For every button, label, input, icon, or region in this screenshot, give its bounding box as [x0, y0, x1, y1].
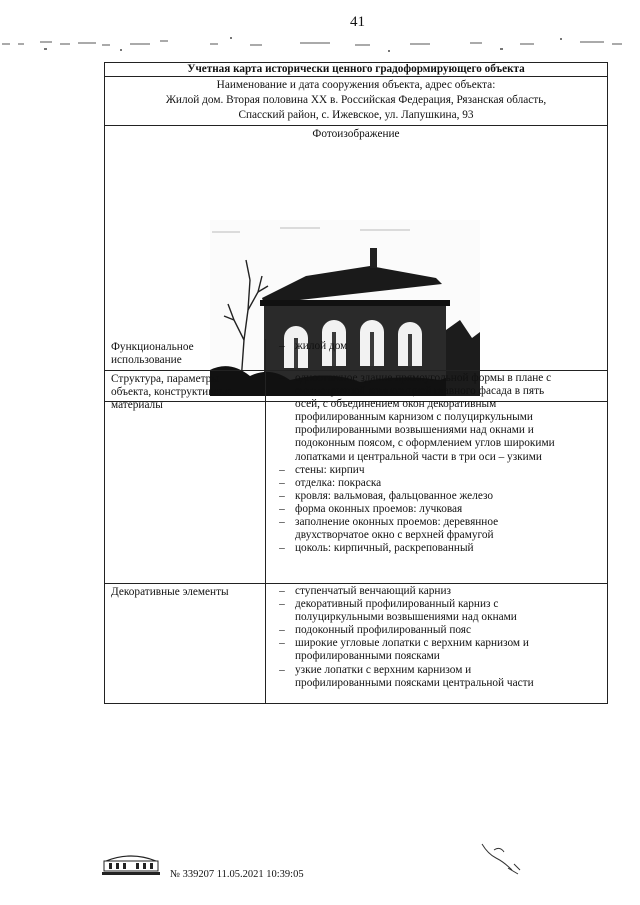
list-item: – подоконный профилированный пояс: [279, 624, 472, 637]
list-item: – широкие угловые лопатки с верхним карнизом и профилированными поясками: [279, 637, 529, 663]
list-item: – стены: кирпич: [279, 463, 365, 476]
row-items: [267, 339, 607, 353]
object-name-line: Жилой дом. Вторая половина XX в. Российская Федерация, Рязанская область,: [165, 94, 547, 106]
object-name-line: Спасский район, с. Ижевское, ул. Лапушкина, 93: [238, 109, 474, 121]
photo-label: Фотоизображение: [312, 128, 400, 140]
list-item: – декоративный профилированный карниз с полуциркульными возвышениями над окнами: [279, 598, 517, 624]
row-label: Структура, параметры объекта, конструктивные материалы: [105, 371, 266, 583]
list-item: – кровля: вальмовая, фальцованное железо: [279, 489, 494, 502]
object-name-block: [105, 77, 607, 126]
row-items: [267, 371, 607, 555]
list-item: – жилой дом: [279, 340, 348, 352]
signature-icon: [474, 840, 524, 876]
table-row: [105, 584, 607, 703]
list-item: – ступенчатый венчающий карниз: [279, 585, 451, 597]
row-label: Декоративные элементы: [105, 584, 266, 703]
page-number: 41: [350, 14, 365, 30]
registration-stamp: № 339207 11.05.2021 10:39:05: [170, 869, 304, 880]
list-item: – форма оконных проемов: лучковая: [279, 502, 463, 515]
historical-object-card: [104, 62, 608, 704]
list-item: – цоколь: кирпичный, раскрепованный: [279, 542, 474, 555]
list-item: – узкие лопатки с верхним карнизом и профилированными поясками центральной части: [279, 663, 534, 689]
table-row: [105, 339, 607, 371]
card-header: Учетная карта исторически ценного градоформирующего объекта: [105, 63, 607, 77]
object-name-line: Наименование и дата сооружения объекта, адрес объекта:: [216, 79, 496, 91]
list-item: – заполнение оконных проемов: деревянное двухстворчатое окно с верхней фрамугой: [279, 516, 499, 542]
list-item: – отделка: покраска: [279, 476, 382, 489]
list-item: – одноэтажное здание прямоугольной формы в плане с симметричной композицией главного фасада в пять осей, с объединением окон декоративным профилированным карнизом с полуциркульными профилированными возвышениями над окнами и подоконным поясом, с оформлением углов широкими лопатками и центральной части в три оси – узкими: [279, 372, 555, 463]
table-row: [105, 371, 607, 584]
row-items: [267, 584, 607, 690]
building-logo-icon: [102, 851, 160, 877]
scan-noise-marks: [0, 32, 640, 54]
row-label: Функциональное использование: [105, 339, 266, 370]
